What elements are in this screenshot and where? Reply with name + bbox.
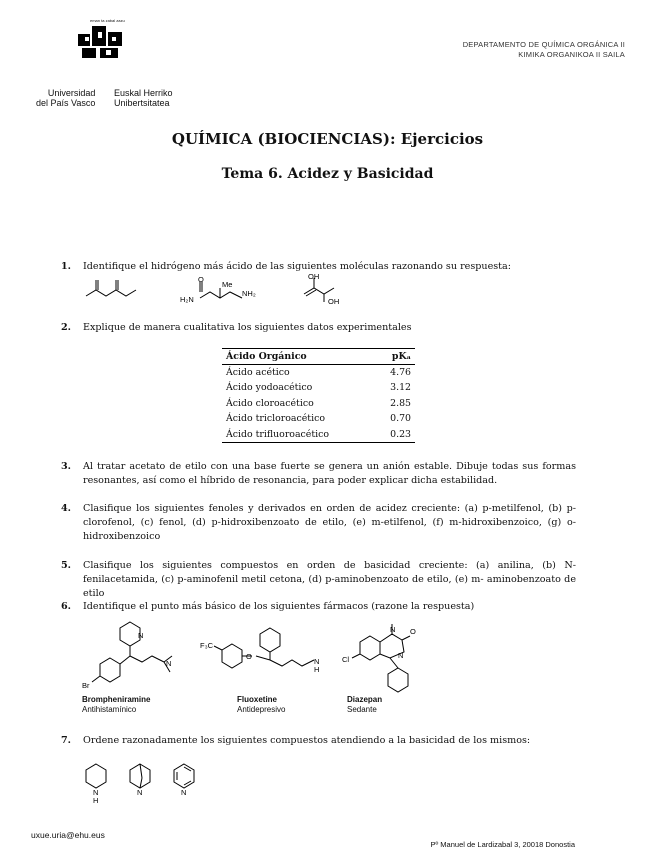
department-es: DEPARTAMENTO DE QUÍMICA ORGÁNICA II bbox=[462, 40, 625, 49]
university-name-eu: Euskal Herriko Unibertsitatea bbox=[114, 88, 173, 108]
department-eu: KIMIKA ORGANIKOA II SAILA bbox=[518, 50, 625, 59]
brompheniramine-amine-n: N bbox=[166, 659, 172, 668]
footer-address: Pº Manuel de Lardizabal 3, 20018 Donostia bbox=[430, 840, 575, 849]
exercise-3: 3. Al tratar acetato de etilo con una base fuerte se genera un anión estable. Dibuje todas sus formas resonantes, así como el híbrido de resonancia, para poder explicar dicha estabilidad. bbox=[61, 461, 576, 486]
drug-label-brompheniramine: Brompheniramine Antihistamínico bbox=[82, 695, 151, 714]
exercise-1: 1. Identifique el hidrógeno más ácido de las siguientes moléculas razonando su respuesta: bbox=[61, 261, 511, 272]
ex1-me-label: Me bbox=[222, 280, 233, 289]
ex1-oxygen-label: O bbox=[198, 275, 204, 284]
diazepam-n1: N bbox=[390, 625, 396, 634]
table-header-row bbox=[222, 349, 415, 365]
exercise-5: 5. Clasifique los siguientes compuestos en orden de basicidad creciente: (a) anilina, (b) N-fenilacetamida, (c) p-aminofenil metil cetona, (d) p-aminobenzoato de etilo, (e) m- aminobenzoato de etilo bbox=[61, 560, 576, 599]
university-name-es: Universidad del País Vasco bbox=[36, 88, 96, 108]
university-logo bbox=[28, 18, 178, 108]
fluoxetine-nh: N bbox=[314, 657, 320, 666]
page-subtitle: Tema 6. Acidez y Basicidad bbox=[221, 166, 434, 182]
exercise-7: 7. Ordene razonadamente los siguientes compuestos atendiendo a la basicidad de los mismos: bbox=[61, 735, 531, 746]
exercise-6: 6. Identifique el punto más básico de los siguientes fármacos (razone la respuesta) bbox=[61, 601, 475, 612]
table-row: Ácido tricloroacético 0.70 bbox=[226, 413, 411, 425]
ex1-h2n-label: H₂N bbox=[180, 295, 194, 304]
brompheniramine-pyridine-n: N bbox=[138, 631, 144, 640]
fluoxetine-o: O bbox=[246, 652, 252, 661]
ex1-nh2-label: NH₂ bbox=[242, 289, 256, 298]
ex1-oh-label-2: OH bbox=[328, 297, 340, 306]
exercise-1-molecules bbox=[82, 274, 372, 310]
ex1-oh-label-1: OH bbox=[308, 274, 320, 281]
footer-email: uxue.uria@ehu.eus bbox=[31, 830, 105, 840]
diazepam-o: O bbox=[410, 627, 416, 636]
exercise-2: 2. Explique de manera cualitativa los siguientes datos experimentales bbox=[61, 322, 412, 333]
page-title: QUÍMICA (BIOCIENCIAS): Ejercicios bbox=[171, 130, 484, 148]
table-header-acid: Ácido Orgánico bbox=[222, 349, 375, 365]
exercise-7-structures bbox=[80, 760, 210, 804]
logo-motto: eman ta zabal zazu bbox=[90, 18, 125, 23]
diazepam-cl: Cl bbox=[342, 655, 350, 664]
fluoxetine-h: H bbox=[314, 665, 320, 674]
table-header-pka: pKₐ bbox=[375, 349, 415, 365]
ehu-logo-icon bbox=[76, 22, 124, 60]
pyridine-n: N bbox=[181, 788, 187, 797]
quinuclidine-n: N bbox=[137, 788, 143, 797]
brompheniramine-br: Br bbox=[82, 681, 90, 690]
exercise-4: 4. Clasifique los siguientes fenoles y derivados en orden de acidez creciente: (a) p-metilfenol, (b) p-clorofenol, (c) fenol, (d) p-hidroxibenzoato de etilo, (e) m-etilfenol, (f) m-hidroxibenzoico, (g) o-hidroxibenzoico bbox=[61, 503, 576, 542]
fluoxetine-f3c: F₃C bbox=[200, 641, 214, 650]
exercise-6-drug-structures bbox=[80, 614, 430, 700]
pka-table bbox=[222, 348, 415, 443]
table-row: Ácido acético 4.76 bbox=[226, 367, 411, 378]
piperidine-n: N bbox=[93, 788, 99, 797]
department-heading bbox=[463, 40, 625, 60]
drug-label-diazepan: Diazepan Sedante bbox=[347, 695, 383, 714]
piperidine-h: H bbox=[93, 796, 99, 804]
table-row: Ácido cloroacético 2.85 bbox=[226, 397, 411, 409]
diazepam-n2: N bbox=[398, 651, 404, 660]
table-row: Ácido trifluoroacético 0.23 bbox=[222, 427, 415, 443]
table-row: Ácido yodoacético 3.12 bbox=[226, 382, 411, 394]
drug-label-fluoxetine: Fluoxetine Antidepresivo bbox=[237, 695, 286, 714]
